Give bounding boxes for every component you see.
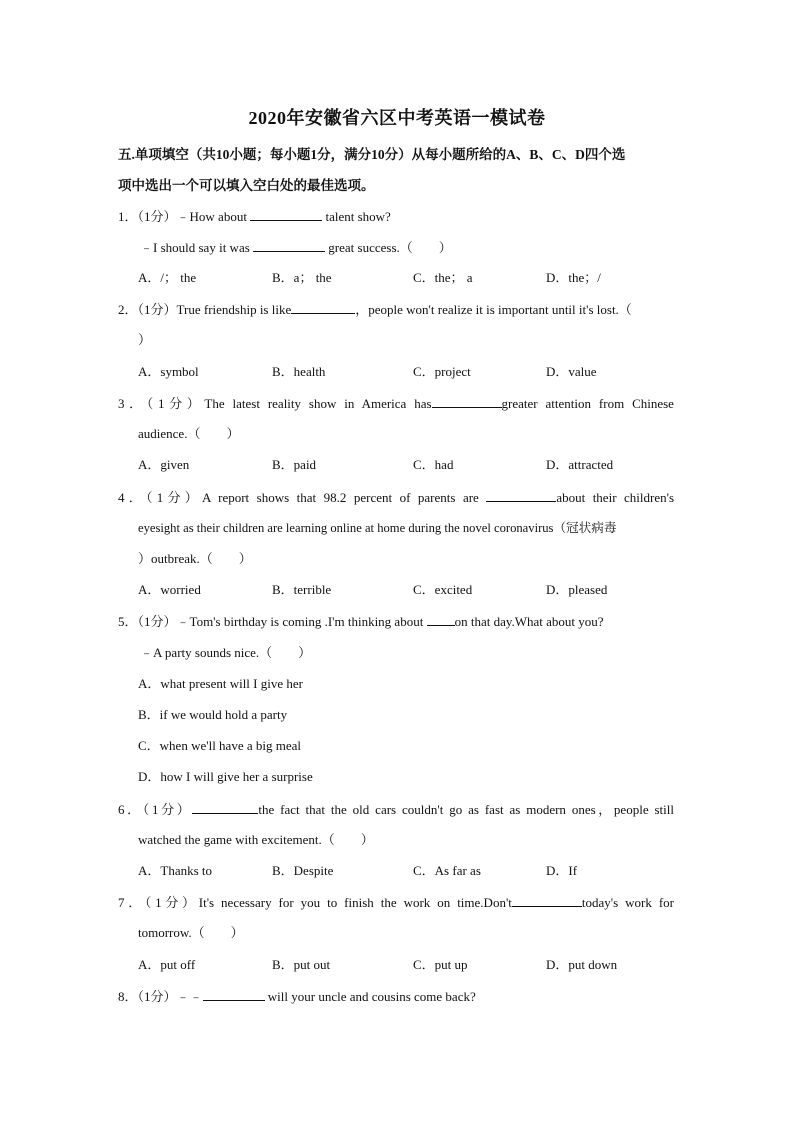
option-c[interactable]: C．As far as (413, 863, 481, 878)
answer-blank[interactable] (203, 986, 265, 1001)
option-a[interactable]: A．put off (138, 957, 196, 972)
stem-text: A report shows that 98.2 percent of parents are (201, 490, 479, 505)
option-d[interactable]: D．If (546, 863, 578, 878)
answer-blank[interactable] (250, 206, 322, 221)
stem-text: ﹣I should say it was (140, 240, 250, 255)
option-b[interactable]: B．if we would hold a party (138, 707, 288, 722)
option-b[interactable]: B．terrible (272, 582, 332, 597)
answer-blank[interactable] (253, 237, 325, 252)
question-stem-line2: tomorrow.（ ） (138, 925, 244, 940)
option-d[interactable]: D．how I will give her a surprise (138, 769, 313, 784)
question-score: （1分） (142, 802, 193, 817)
option-a[interactable]: A．symbol (138, 364, 199, 379)
section-heading (118, 139, 678, 201)
question-stem (118, 299, 632, 319)
stem-text: the fact that the old cars couldn't go as fast as modern ones，people still (258, 802, 674, 817)
option-c[interactable]: C．the； a (413, 270, 473, 285)
option-a[interactable]: A．worried (138, 582, 201, 597)
answer-blank[interactable] (427, 611, 455, 626)
stem-text: ，people won't realize it is important until it's lost.（ (355, 302, 632, 317)
question-score: （1分） (144, 895, 199, 910)
question-score: （1分） (137, 209, 177, 224)
answer-blank[interactable] (192, 799, 258, 814)
option-d[interactable]: D．attracted (546, 457, 614, 472)
question-stem (118, 799, 674, 819)
option-a[interactable]: A．what present will I give her (138, 676, 303, 691)
option-a[interactable]: A．/； the (138, 270, 197, 285)
question-number: 3． (118, 396, 147, 411)
question-stem (118, 487, 674, 507)
option-b[interactable]: B．paid (272, 457, 317, 472)
option-b[interactable]: B．put out (272, 957, 331, 972)
question-stem-line2: audience.（ ） (138, 426, 240, 441)
option-a[interactable]: A．given (138, 457, 190, 472)
answer-blank[interactable] (512, 892, 582, 907)
question-number: 7． (118, 895, 145, 910)
question-score: （1分） (137, 302, 177, 317)
answer-blank[interactable] (291, 299, 355, 314)
stem-text: The latest reality show in America has (204, 396, 432, 411)
question-number: 1． (118, 209, 138, 224)
question-stem (118, 206, 391, 226)
option-a[interactable]: A．Thanks to (138, 863, 213, 878)
question-stem-line2: watched the game with excitement.（ ） (138, 832, 374, 847)
option-b[interactable]: B．health (272, 364, 326, 379)
question-number: 5． (118, 614, 138, 629)
stem-text: on that day.What about you? (454, 614, 604, 629)
section-heading-line1: 五.单项填空（共10小题；每小题1分，满分10分）从每小题所给的A、B、C、D四个选 (118, 147, 626, 162)
answer-blank[interactable] (486, 487, 556, 502)
stem-text: ﹣Tom's birthday is coming .I'm thinking about (176, 614, 424, 629)
stem-text: today's work for (581, 895, 674, 910)
question-stem-line3: ）outbreak.（ ） (138, 551, 252, 566)
stem-text: ﹣How about (176, 209, 247, 224)
question-stem-line2 (140, 237, 452, 257)
question-stem (118, 892, 674, 912)
answer-blank[interactable] (432, 393, 502, 408)
question-score: （1分） (137, 989, 177, 1004)
stem-text: ﹣﹣ (176, 989, 203, 1004)
stem-text: greater attention from Chinese (501, 396, 674, 411)
stem-text: about their children's (556, 490, 675, 505)
option-c[interactable]: C．excited (413, 582, 473, 597)
option-d[interactable]: D．pleased (546, 582, 608, 597)
option-d[interactable]: D．value (546, 364, 597, 379)
option-b[interactable]: B．Despite (272, 863, 334, 878)
question-number: 8． (118, 989, 138, 1004)
stem-text: talent show? (325, 209, 391, 224)
option-c[interactable]: C．when we'll have a big meal (138, 738, 301, 753)
question-number: 4． (118, 490, 146, 505)
page-title: 2020年安徽省六区中考英语一模试卷 (248, 108, 546, 128)
question-score: （1分） (146, 396, 205, 411)
question-number: 6． (118, 802, 143, 817)
stem-text: True friendship is like (176, 302, 292, 317)
option-c[interactable]: C．project (413, 364, 471, 379)
stem-text: It's necessary for you to finish the work on time.Don't (198, 895, 512, 910)
option-d[interactable]: D．the；/ (546, 270, 601, 285)
stem-text: great success.（ ） (328, 240, 452, 255)
question-stem (118, 986, 476, 1006)
question-stem (118, 611, 604, 631)
option-d[interactable]: D．put down (546, 957, 618, 972)
question-stem-line2: ﹣A party sounds nice.（ ） (140, 645, 312, 660)
question-number: 2． (118, 302, 138, 317)
option-c[interactable]: C．put up (413, 957, 468, 972)
section-heading-line2: 项中选出一个可以填入空白处的最佳选项。 (118, 178, 375, 193)
stem-text: will your uncle and cousins come back? (267, 989, 476, 1004)
question-stem-line2: eyesight as their children are learning online at home during the novel coronavirus（冠状病毒 (138, 521, 617, 535)
question-stem-line2: ） (138, 332, 152, 347)
option-c[interactable]: C．had (413, 457, 454, 472)
question-score: （1分） (137, 614, 177, 629)
question-score: （1分） (145, 490, 202, 505)
option-b[interactable]: B．a； the (272, 270, 332, 285)
question-stem (118, 393, 674, 413)
